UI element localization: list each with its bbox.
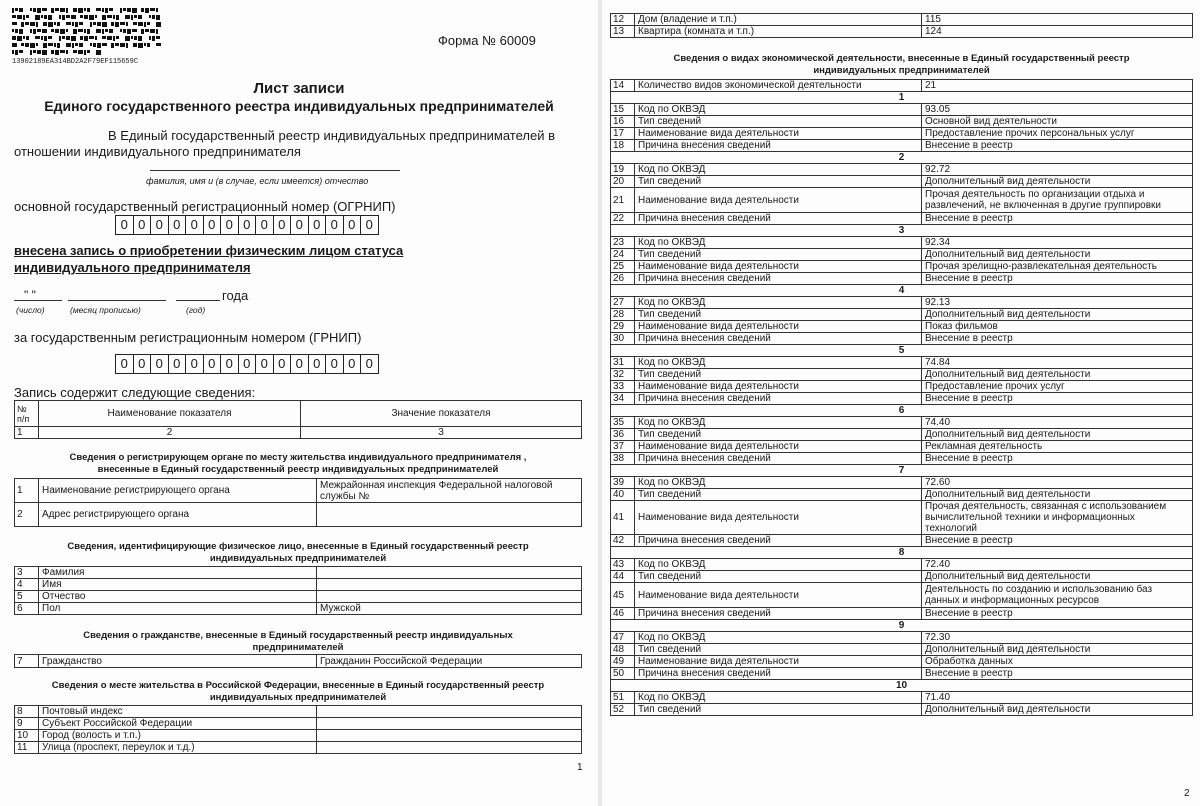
table-row: 17 Наименование вида деятельности Предоставление прочих персональных услуг — [611, 128, 1193, 140]
intro-line2: отношении индивидуального предпринимателя — [14, 144, 301, 159]
col-number-index: 1 — [15, 427, 39, 439]
digit-cell: 0 — [186, 216, 204, 234]
digit-cell: 0 — [151, 355, 169, 373]
table-row: 2 Адрес регистрирующего органа — [15, 503, 582, 527]
table-row: 16 Тип сведений Основной вид деятельности — [611, 116, 1193, 128]
day-caption: (число) — [16, 305, 45, 315]
table-row: 49 Наименование вида деятельности Обработка данных — [611, 656, 1193, 668]
table-row: 18 Причина внесения сведений Внесение в реестр — [611, 140, 1193, 152]
digit-cell: 0 — [151, 216, 169, 234]
digit-cell: 0 — [134, 355, 152, 373]
digit-cell: 0 — [221, 216, 239, 234]
day-line — [14, 300, 62, 301]
digit-cell: 0 — [291, 216, 309, 234]
grnip-label: за государственным регистрационным номером (ГРНИП) — [14, 330, 362, 345]
digit-cell: 0 — [309, 355, 327, 373]
digit-cell: 0 — [344, 216, 362, 234]
digit-cell: 0 — [274, 216, 292, 234]
table-row: 13 Квартира (комната и т.п.) 124 — [611, 26, 1193, 38]
name-caption: фамилия, имя и (в случае, если имеется) отчество — [146, 176, 369, 186]
table-row: 52 Тип сведений Дополнительный вид деятельности — [611, 704, 1193, 716]
okved-section-header: 7 — [611, 465, 1193, 477]
okved-section-header: 2 — [611, 152, 1193, 164]
table-row: 43 Код по ОКВЭД 72.40 — [611, 559, 1193, 571]
table-row: 9 Субъект Российской Федерации — [15, 718, 582, 730]
table-row: 31 Код по ОКВЭД 74.84 — [611, 357, 1193, 369]
table-row: 24 Тип сведений Дополнительный вид деятельности — [611, 249, 1193, 261]
page-1 — [0, 0, 598, 806]
table-row: 7 Гражданство Гражданин Российской Федерации — [15, 655, 582, 668]
table-row: 5 Отчество — [15, 591, 582, 603]
table-row: 39 Код по ОКВЭД 72.60 — [611, 477, 1193, 489]
col-value-index: 3 — [301, 427, 582, 439]
doc-title-line2: Единого государственного реестра индивидуальных предпринимателей — [44, 98, 554, 114]
okved-section-header: 8 — [611, 547, 1193, 559]
table-row: 8 Почтовый индекс — [15, 706, 582, 718]
digit-cell: 0 — [204, 216, 222, 234]
year-line — [176, 300, 220, 301]
digit-cell: 0 — [256, 216, 274, 234]
table-row: 35 Код по ОКВЭД 74.40 — [611, 417, 1193, 429]
table-row: 47 Код по ОКВЭД 72.30 — [611, 632, 1193, 644]
table-row: 37 Наименование вида деятельности Рекламная деятельность — [611, 441, 1193, 453]
col-number-header: № п/п — [15, 401, 39, 427]
digit-cell: 0 — [204, 355, 222, 373]
digit-cell: 0 — [256, 355, 274, 373]
grnip-digits — [115, 354, 379, 374]
year-word: года — [222, 288, 249, 303]
ogrnip-digits — [115, 215, 379, 235]
table-row: 32 Тип сведений Дополнительный вид деятельности — [611, 369, 1193, 381]
intro-line1: В Единый государственный реестр индивидуальных предпринимателей в — [108, 128, 555, 143]
table-row: 48 Тип сведений Дополнительный вид деятельности — [611, 644, 1193, 656]
okved-caption: Сведения о видах экономической деятельности, внесенные в Единый государственный реестр индивидуальных предпринимателей — [673, 53, 1130, 76]
digit-cell: 0 — [344, 355, 362, 373]
table-row: 11 Улица (проспект, переулок и т.д.) — [15, 742, 582, 754]
table-row: 12 Дом (владение и т.п.) 115 — [611, 14, 1193, 26]
digit-cell: 0 — [326, 355, 344, 373]
page-number-2: 2 — [1184, 788, 1190, 799]
okved-count-row: 14 Количество видов экономической деятельности 21 — [611, 80, 1193, 92]
name-line — [150, 170, 400, 171]
table-row: 28 Тип сведений Дополнительный вид деятельности — [611, 309, 1193, 321]
address-table — [14, 705, 582, 754]
entry-text-line2: индивидуального предпринимателя — [14, 260, 251, 275]
digit-cell: 0 — [134, 216, 152, 234]
doc-title-line1: Лист записи — [253, 80, 345, 97]
table-row: 36 Тип сведений Дополнительный вид деятельности — [611, 429, 1193, 441]
date-quote: " " — [24, 288, 36, 302]
okved-section-header: 9 — [611, 620, 1193, 632]
table-row: 27 Код по ОКВЭД 92.13 — [611, 297, 1193, 309]
table-row: 15 Код по ОКВЭД 93.05 — [611, 104, 1193, 116]
table-row: 41 Наименование вида деятельности Прочая деятельность, связанная с использованием вычислительной техники и информационных технологий — [611, 501, 1193, 535]
okved-section-header: 1 — [611, 92, 1193, 104]
digit-cell: 0 — [239, 216, 257, 234]
table-row: 44 Тип сведений Дополнительный вид деятельности — [611, 571, 1193, 583]
okved-section-header: 4 — [611, 285, 1193, 297]
organ-table — [14, 478, 582, 527]
address-caption: Сведения о месте жительства в Российской Федерации, внесенные в Единый государственный реестр индивидуальных предпринимателей — [51, 680, 545, 703]
page-2 — [602, 0, 1200, 806]
table-row: 50 Причина внесения сведений Внесение в реестр — [611, 668, 1193, 680]
table-row: 1 Наименование регистрирующего органа Межрайонная инспекция Федеральной налоговой службы № — [15, 479, 582, 503]
table-row: 3 Фамилия — [15, 567, 582, 579]
ogrnip-label: основной государственный регистрационный номер (ОГРНИП) — [14, 199, 396, 214]
okved-table — [610, 79, 1193, 716]
page-number-1: 1 — [577, 762, 583, 773]
barcode — [12, 8, 162, 56]
barcode-text: 13902189EA314BD2A2F79EF115659C — [12, 58, 139, 66]
digit-cell: 0 — [274, 355, 292, 373]
citizen-table — [14, 654, 582, 668]
year-caption: (год) — [186, 305, 206, 315]
digit-cell: 0 — [169, 355, 187, 373]
col-name-index: 2 — [39, 427, 301, 439]
table-row: 20 Тип сведений Дополнительный вид деятельности — [611, 176, 1193, 188]
digit-cell: 0 — [239, 355, 257, 373]
table-row: 46 Причина внесения сведений Внесение в реестр — [611, 608, 1193, 620]
table-row: 23 Код по ОКВЭД 92.34 — [611, 237, 1193, 249]
col-value-header: Значение показателя — [301, 401, 582, 427]
table-row: 38 Причина внесения сведений Внесение в реестр — [611, 453, 1193, 465]
table-row: 33 Наименование вида деятельности Предоставление прочих услуг — [611, 381, 1193, 393]
table-row: 19 Код по ОКВЭД 92.72 — [611, 164, 1193, 176]
citizen-caption: Сведения о гражданстве, внесенные в Единый государственный реестр индивидуальных предпринимателей — [83, 630, 513, 653]
table-row: 21 Наименование вида деятельности Прочая деятельность по организации отдыха и развлечений, не включенная в другие группировки — [611, 188, 1193, 213]
okved-section-header: 10 — [611, 680, 1193, 692]
table-row: 42 Причина внесения сведений Внесение в реестр — [611, 535, 1193, 547]
digit-cell: 0 — [116, 216, 134, 234]
address-continued-table — [610, 13, 1193, 38]
table-row: 6 Пол Мужской — [15, 603, 582, 615]
month-line — [68, 300, 166, 301]
table-row: 30 Причина внесения сведений Внесение в реестр — [611, 333, 1193, 345]
digit-cell: 0 — [221, 355, 239, 373]
table-row: 22 Причина внесения сведений Внесение в реестр — [611, 213, 1193, 225]
table-row: 40 Тип сведений Дополнительный вид деятельности — [611, 489, 1193, 501]
month-caption: (месяц прописью) — [70, 305, 141, 315]
person-table — [14, 566, 582, 615]
table-row: 29 Наименование вида деятельности Показ фильмов — [611, 321, 1193, 333]
table-row: 34 Причина внесения сведений Внесение в реестр — [611, 393, 1193, 405]
organ-caption: Сведения о регистрирующем органе по месту жительства индивидуального предпринимателя , внесенные в Единый государственный реестр индивидуальных предпринимателей — [69, 452, 527, 475]
digit-cell: 0 — [169, 216, 187, 234]
table-row: 51 Код по ОКВЭД 71.40 — [611, 692, 1193, 704]
person-caption: Сведения, идентифицирующие физическое лицо, внесенные в Единый государственный реестр индивидуальных предпринимателей — [67, 541, 529, 564]
table-row: 4 Имя — [15, 579, 582, 591]
digit-cell: 0 — [291, 355, 309, 373]
entry-text-line1: внесена запись о приобретении физическим лицом статуса — [14, 243, 404, 258]
table-row: 10 Город (волость и т.п.) — [15, 730, 582, 742]
digit-cell: 0 — [116, 355, 134, 373]
digit-cell: 0 — [365, 356, 373, 371]
header-table — [14, 400, 582, 439]
digit-cell: 0 — [326, 216, 344, 234]
digit-cell: 0 — [365, 217, 373, 232]
table-row: 26 Причина внесения сведений Внесение в реестр — [611, 273, 1193, 285]
digit-cell: 0 — [186, 355, 204, 373]
record-contains: Запись содержит следующие сведения: — [14, 385, 256, 400]
okved-section-header: 5 — [611, 345, 1193, 357]
table-row: 25 Наименование вида деятельности Прочая зрелищно-развлекательная деятельность — [611, 261, 1193, 273]
col-name-header: Наименование показателя — [39, 401, 301, 427]
digit-cell: 0 — [309, 216, 327, 234]
form-number: Форма № 60009 — [438, 33, 536, 48]
table-row: 45 Наименование вида деятельности Деятельность по созданию и использованию баз данных и информационных ресурсов — [611, 583, 1193, 608]
okved-section-header: 6 — [611, 405, 1193, 417]
okved-section-header: 3 — [611, 225, 1193, 237]
